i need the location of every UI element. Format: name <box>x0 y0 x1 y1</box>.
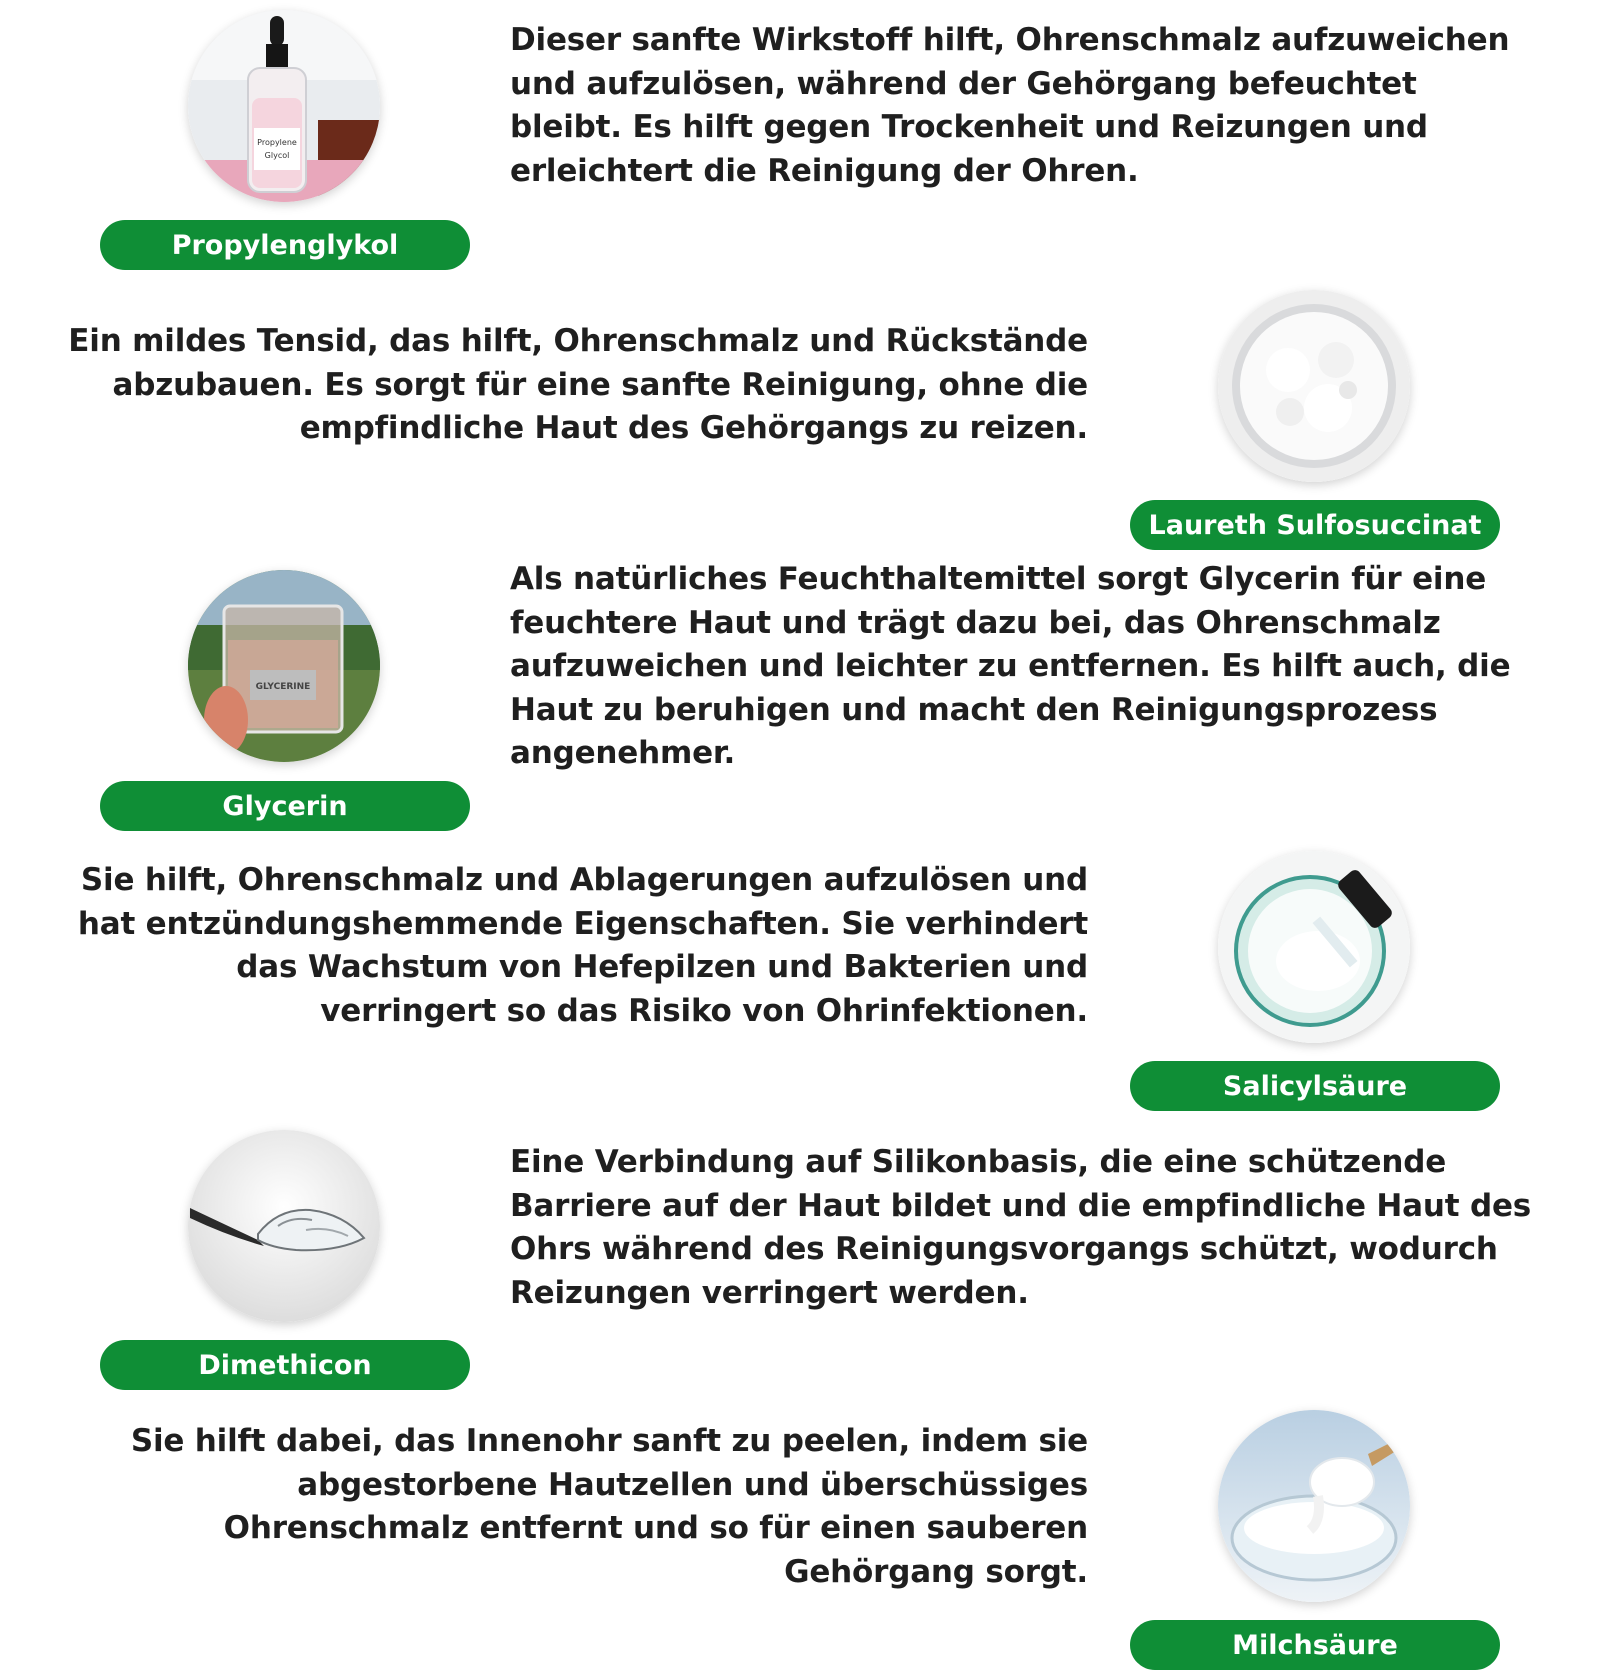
description-line: Ein mildes Tensid, das hilft, Ohrenschmalz und Rückstände <box>68 323 1088 359</box>
ingredient-name-badge <box>100 220 470 270</box>
description-line: feuchtere Haut und trägt dazu bei, das Ohrenschmalz <box>510 604 1441 641</box>
glycerine-beaker-icon <box>188 570 380 762</box>
yogurt-bowl-icon <box>1218 1410 1410 1602</box>
description-line: Barriere auf der Haut bildet und die empfindliche Haut des <box>510 1187 1532 1224</box>
description-line: Gehörgang sorgt. <box>784 1553 1088 1590</box>
ingredient-name: Laureth Sulfosuccinat <box>1148 509 1482 541</box>
ingredient-name-badge <box>100 781 470 831</box>
image-label-line-2: Glycol <box>264 151 290 160</box>
ingredient-description <box>78 859 1088 1033</box>
petri-dish-gel-icon <box>1218 851 1410 1043</box>
description-line: Dieser sanfte Wirkstoff hilft, Ohrenschmalz aufzuweichen <box>510 22 1510 58</box>
silicone-gel-icon <box>188 1130 380 1322</box>
description-line: erleichtert die Reinigung der Ohren. <box>510 152 1139 189</box>
ingredient-name-badge <box>100 1340 470 1390</box>
description-line: und aufzulösen, während der Gehörgang befeuchtet <box>510 65 1417 102</box>
ingredient-name: Glycerin <box>222 790 348 822</box>
ingredient-description <box>510 1141 1531 1315</box>
ingredient-name-badge <box>1130 1061 1500 1111</box>
ingredient-name-badge <box>1130 500 1500 550</box>
description-line: Haut zu beruhigen und macht den Reinigungsprozess <box>510 691 1438 728</box>
ingredient-description <box>68 320 1088 451</box>
description-line: angenehmer. <box>510 735 736 771</box>
description-line: aufzuweichen und leichter zu entfernen. Es hilft auch, die <box>510 648 1511 684</box>
description-line: bleibt. Es hilft gegen Trockenheit und Reizungen und <box>510 109 1428 145</box>
white-powder-icon <box>1218 290 1410 482</box>
description-line: hat entzündungshemmende Eigenschaften. Sie verhindert <box>77 905 1088 942</box>
image-label: GLYCERINE <box>255 682 311 692</box>
description-line: Ohrenschmalz entfernt und so für einen sauberen <box>223 1510 1088 1546</box>
description-line: das Wachstum von Hefepilzen und Bakterien und <box>236 949 1088 985</box>
description-line: Sie hilft dabei, das Innenohr sanft zu peelen, indem sie <box>130 1423 1088 1459</box>
description-line: Sie hilft, Ohrenschmalz und Ablagerungen aufzulösen und <box>80 862 1088 898</box>
ingredient-name: Salicylsäure <box>1222 1070 1408 1102</box>
ingredient-name: Propylenglykol <box>171 229 399 261</box>
propylene-glycol-bottle-icon <box>188 10 380 202</box>
ingredient-description <box>131 1420 1088 1594</box>
image-label-line-1: Propylene <box>257 138 297 147</box>
ingredient-name-badge <box>1130 1620 1500 1670</box>
description-line: Ohrs während des Reinigungsvorgangs schützt, wodurch <box>510 1231 1498 1267</box>
ingredient-description <box>510 558 1510 776</box>
description-line: Eine Verbindung auf Silikonbasis, die eine schützende <box>510 1144 1447 1180</box>
description-line: Als natürliches Feuchthaltemittel sorgt Glycerin für eine <box>510 561 1487 597</box>
ingredient-name: Milchsäure <box>1232 1629 1398 1661</box>
description-line: empfindliche Haut des Gehörgangs zu reizen. <box>299 410 1088 446</box>
description-line: Reizungen verringert werden. <box>510 1274 1029 1311</box>
ingredient-name: Dimethicon <box>198 1349 372 1381</box>
description-line: abzubauen. Es sorgt für eine sanfte Reinigung, ohne die <box>112 366 1088 403</box>
description-line: abgestorbene Hautzellen und überschüssiges <box>297 1466 1088 1503</box>
ingredient-description <box>510 19 1509 193</box>
description-line: verringert so das Risiko von Ohrinfektionen. <box>320 992 1088 1029</box>
